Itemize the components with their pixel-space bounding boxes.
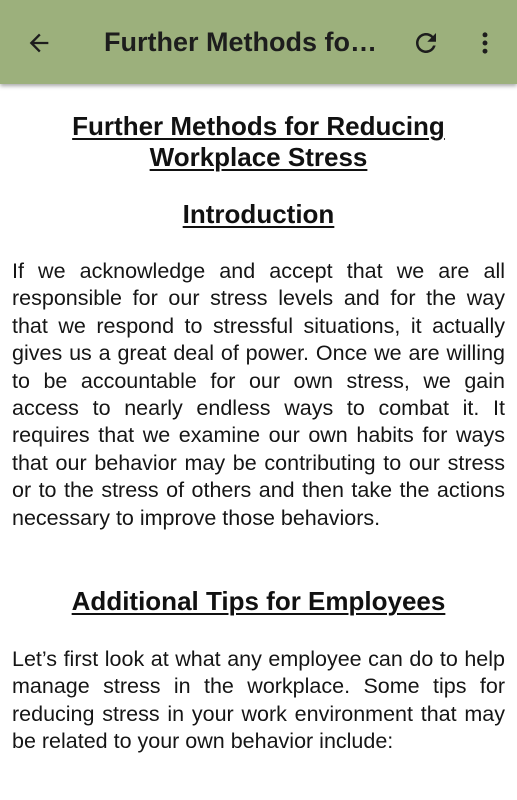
article-title-line-2: Workplace Stress bbox=[149, 142, 368, 172]
article-content[interactable] bbox=[0, 84, 517, 800]
article-title bbox=[0, 111, 517, 173]
more-vertical-icon bbox=[471, 29, 499, 57]
app-bar-title: Further Methods fo… bbox=[104, 27, 377, 57]
additional-tips-paragraph: Let’s first look at what any employee can do to help manage stress in the workplace. Some tips for reducing stress in your work environment that may be related to your own behavior include: bbox=[12, 647, 505, 754]
refresh-icon bbox=[411, 28, 441, 58]
app-bar bbox=[0, 0, 517, 84]
more-options-button[interactable] bbox=[470, 25, 500, 61]
section-heading-additional-tips: Additional Tips for Employees bbox=[71, 586, 446, 616]
article-title-line-1: Further Methods for Reducing bbox=[72, 111, 445, 141]
back-button[interactable] bbox=[22, 26, 56, 60]
introduction-paragraph: If we acknowledge and accept that we are all responsible for our stress levels and for the way that we respond to stressful situations, it actually gives us a great deal of power. Once we are willing to be accountable for our own stress, we gain access to nearly endless ways to combat it. It requires that we examine our own habits for ways that our behavior may be contributing to our stress or to the stress of others and then take the actions necessary to improve those behaviors. bbox=[12, 259, 505, 530]
arrow-left-icon bbox=[25, 29, 53, 57]
section-heading-introduction: Introduction bbox=[182, 199, 335, 229]
refresh-button[interactable] bbox=[408, 25, 444, 61]
